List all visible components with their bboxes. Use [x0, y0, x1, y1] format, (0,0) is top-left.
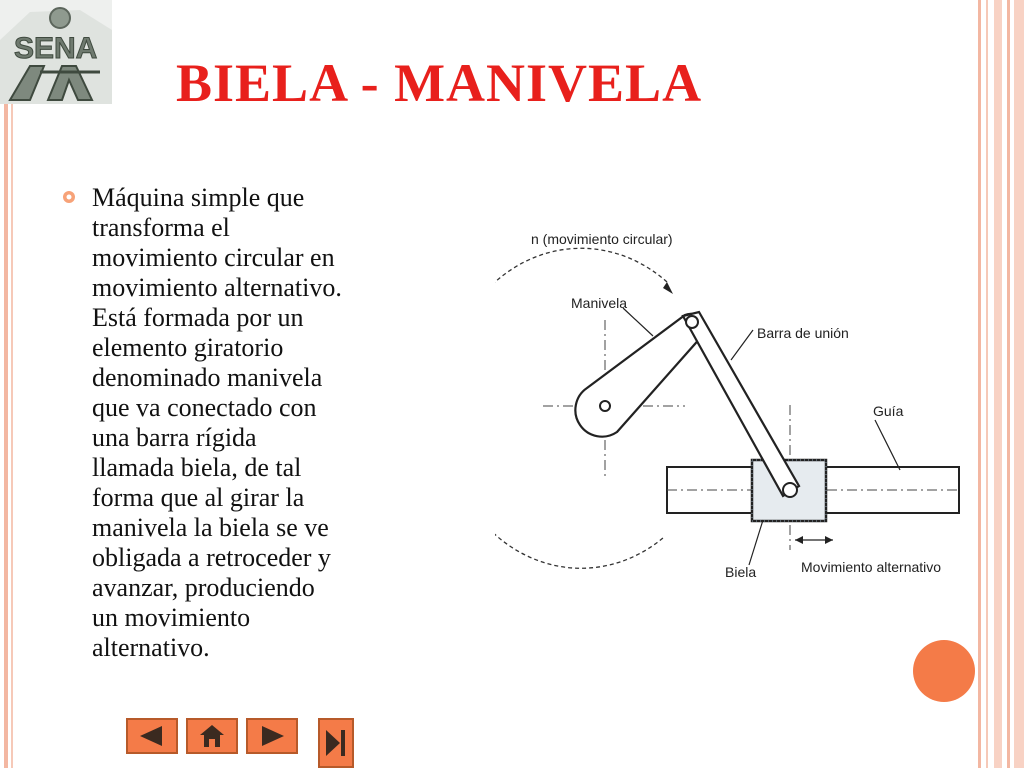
previous-button[interactable] — [126, 718, 178, 754]
previous-icon — [128, 720, 176, 752]
page-title: BIELA - MANIVELA — [176, 53, 703, 113]
text-line: manivela la biela se ve — [92, 513, 329, 542]
leader-biela — [749, 520, 763, 565]
sena-logo — [0, 0, 112, 104]
crank-pivot — [600, 401, 610, 411]
description-text — [92, 183, 452, 663]
last-slide-button[interactable] — [318, 718, 354, 768]
arrow-right-icon — [825, 536, 833, 544]
label-movimiento-alternativo: Movimiento alternativo — [801, 559, 942, 575]
leader-barra — [731, 330, 753, 360]
home-icon — [188, 720, 236, 752]
leader-manivela — [623, 308, 653, 336]
text-line: Máquina simple que — [92, 183, 305, 212]
text-line: obligada a retroceder y — [92, 543, 331, 572]
label-barra-union: Barra de unión — [757, 325, 849, 341]
text-line: Está formada por un — [92, 303, 304, 332]
bullet-icon — [62, 190, 76, 204]
label-biela: Biela — [725, 564, 757, 580]
label-circular-motion: n (movimiento circular) — [531, 231, 673, 247]
svg-text:SENA: SENA — [14, 32, 98, 65]
crank-arm — [575, 314, 704, 437]
text-line: llamada biela, de tal — [92, 453, 302, 482]
text-line: elemento giratorio — [92, 333, 284, 362]
rod-top-pin — [686, 316, 698, 328]
text-line: un movimiento — [92, 603, 251, 632]
last-icon — [320, 720, 352, 766]
rotation-arrow-icon — [663, 282, 673, 294]
text-line: denominado manivela — [92, 363, 323, 392]
right-frame-stripes — [974, 0, 1024, 768]
arrow-left-icon — [795, 536, 803, 544]
left-frame-line-inner — [11, 86, 13, 768]
rod-bottom-pin — [783, 483, 797, 497]
leader-guia — [875, 420, 900, 470]
text-line: movimiento circular en — [92, 243, 335, 272]
next-button[interactable] — [246, 718, 298, 754]
text-line: forma que al girar la — [92, 483, 305, 512]
text-line: avanzar, produciendo — [92, 573, 315, 602]
text-line: movimiento alternativo. — [92, 273, 342, 302]
next-icon — [248, 720, 296, 752]
crank-slider-diagram — [495, 220, 965, 600]
text-line: transforma el — [92, 213, 230, 242]
text-line: una barra rígida — [92, 423, 257, 452]
label-guia: Guía — [873, 403, 904, 419]
label-manivela: Manivela — [571, 295, 628, 311]
text-line: alternativo. — [92, 633, 210, 662]
text-line: que va conectado con — [92, 393, 317, 422]
left-frame-line — [4, 86, 8, 768]
decorative-circle — [913, 640, 975, 702]
home-button[interactable] — [186, 718, 238, 754]
